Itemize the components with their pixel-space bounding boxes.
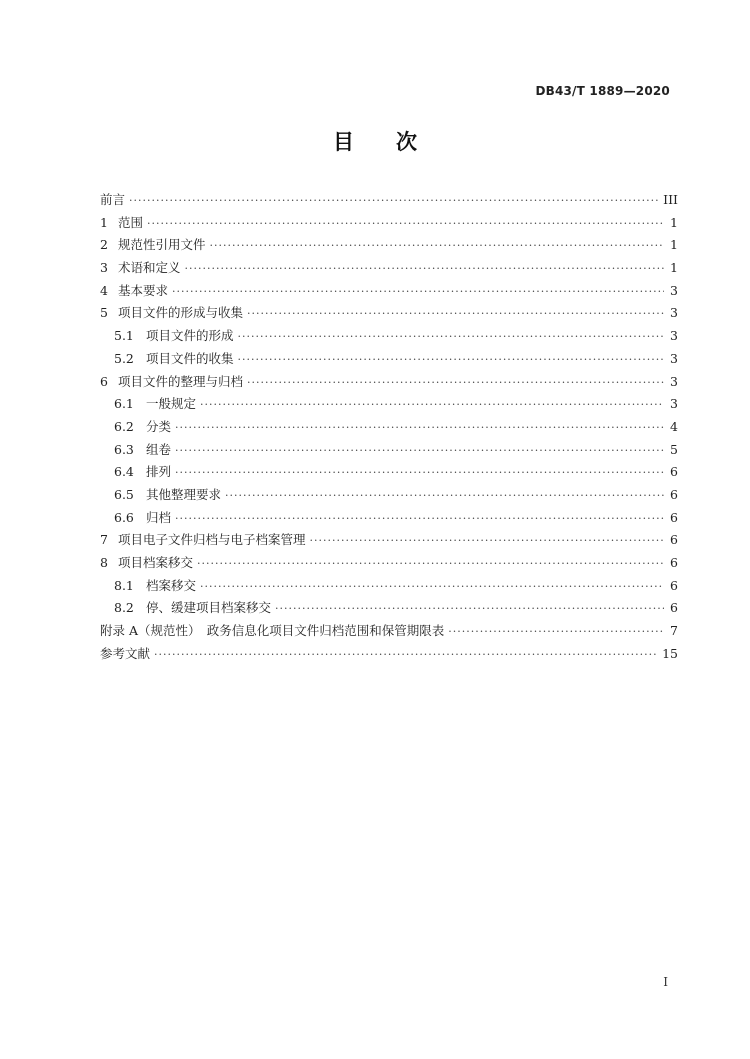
toc-entry-page: 7 — [670, 623, 678, 639]
toc-entry-number: 6.5 — [114, 486, 134, 502]
dot-leader — [200, 576, 664, 599]
toc-entry-page: 6 — [670, 555, 678, 570]
toc-entry-number: 8 — [100, 555, 108, 570]
toc-entry-number: 2 — [100, 237, 108, 253]
dot-leader — [172, 281, 664, 304]
toc-entry-page: 6 — [670, 600, 678, 616]
table-of-contents — [100, 189, 678, 665]
dot-leader — [247, 372, 664, 395]
dot-leader — [147, 213, 664, 236]
toc-entry-title: 术语和定义 — [118, 260, 181, 276]
dot-leader — [175, 417, 664, 440]
toc-entry-title: 分类 — [146, 418, 172, 434]
toc-entry-title: 项目文件的形成 — [146, 328, 234, 344]
toc-entry-number: 6.3 — [114, 441, 134, 457]
toc-entry-page: 6 — [670, 577, 678, 593]
toc-entry-title: 基本要求 — [118, 282, 169, 298]
dot-leader — [448, 621, 664, 644]
toc-entry-title: 项目文件的收集 — [146, 350, 234, 366]
dot-leader — [200, 394, 664, 417]
toc-entry-number: 6 — [100, 373, 108, 389]
dot-leader — [175, 462, 664, 485]
toc-entry-number: 6.4 — [114, 464, 134, 480]
toc-title: 目次 — [333, 130, 459, 154]
toc-entry-page: 3 — [670, 305, 678, 321]
toc-entry-title: 项目文件的整理与归档 — [118, 373, 244, 389]
dot-leader — [225, 485, 664, 508]
toc-entry-title: 项目电子文件归档与电子档案管理 — [118, 532, 306, 548]
toc-entry-page: 3 — [670, 282, 678, 298]
dot-leader — [210, 235, 664, 258]
toc-entry[interactable] — [100, 302, 678, 325]
toc-entry[interactable] — [100, 325, 678, 348]
dot-leader — [197, 553, 664, 576]
toc-entry[interactable] — [100, 189, 678, 212]
toc-entry-title: 停、缓建项目档案移交 — [146, 600, 272, 616]
dot-leader — [175, 508, 664, 531]
toc-entry[interactable] — [100, 575, 678, 598]
toc-entry-page: 6 — [670, 486, 678, 502]
dot-leader — [310, 530, 664, 553]
dot-leader — [238, 349, 664, 372]
toc-entry-page: 6 — [670, 464, 678, 480]
toc-entry-title: 一般规定 — [146, 396, 197, 412]
toc-entry-page: 3 — [670, 373, 678, 389]
toc-entry[interactable] — [100, 371, 678, 394]
toc-entry[interactable] — [100, 507, 678, 530]
toc-entry[interactable] — [100, 439, 678, 462]
toc-entry[interactable] — [100, 212, 678, 235]
toc-entry-page: 3 — [670, 350, 678, 366]
toc-entry-page: 6 — [670, 509, 678, 525]
toc-entry[interactable] — [100, 597, 678, 620]
toc-entry-title: 附录 A（规范性） 政务信息化项目文件归档范围和保管期限表 — [100, 623, 445, 639]
toc-entry-number: 5.2 — [114, 350, 134, 366]
dot-leader — [129, 190, 659, 213]
toc-entry[interactable] — [100, 280, 678, 303]
document-code: DB43/T 1889—2020 — [535, 84, 670, 98]
toc-entry-page: 6 — [670, 532, 678, 548]
toc-entry-page: 1 — [670, 260, 678, 276]
toc-entry-page: 5 — [670, 441, 678, 457]
toc-entry-number: 6.2 — [114, 418, 134, 434]
toc-entry[interactable] — [100, 348, 678, 371]
toc-entry-title: 排列 — [146, 464, 172, 480]
toc-entry[interactable] — [100, 393, 678, 416]
toc-entry-number: 5 — [100, 305, 108, 321]
toc-entry-number: 6.1 — [114, 396, 134, 412]
toc-entry[interactable] — [100, 461, 678, 484]
toc-entry-title: 前言 — [100, 192, 126, 207]
dot-leader — [247, 303, 664, 326]
toc-entry-page: 4 — [670, 418, 678, 434]
toc-entry[interactable] — [100, 257, 678, 280]
toc-entry-page: 1 — [670, 214, 678, 230]
toc-entry-number: 7 — [100, 532, 108, 548]
toc-entry-page: 15 — [662, 645, 678, 661]
toc-entry-title: 规范性引用文件 — [118, 237, 206, 253]
dot-leader — [185, 258, 664, 281]
toc-entry[interactable] — [100, 484, 678, 507]
toc-entry-title: 参考文献 — [100, 645, 151, 661]
toc-entry-number: 1 — [100, 214, 108, 230]
toc-entry-number: 3 — [100, 260, 108, 276]
toc-entry[interactable] — [100, 234, 678, 257]
toc-entry-page: 3 — [670, 396, 678, 412]
toc-entry-title: 项目档案移交 — [118, 555, 194, 570]
toc-entry-number: 5.1 — [114, 328, 134, 344]
toc-entry-title: 档案移交 — [146, 577, 197, 593]
toc-entry[interactable] — [100, 620, 678, 643]
toc-entry-title: 其他整理要求 — [146, 486, 222, 502]
toc-entry[interactable] — [100, 643, 678, 666]
dot-leader — [154, 644, 658, 667]
toc-entry-number: 8.2 — [114, 600, 134, 616]
toc-entry-number: 8.1 — [114, 577, 134, 593]
dot-leader — [238, 326, 664, 349]
toc-entry-number: 6.6 — [114, 509, 134, 525]
toc-entry-page: III — [663, 192, 678, 207]
toc-entry[interactable] — [100, 416, 678, 439]
page-number: I — [663, 975, 668, 989]
toc-entry-title: 范围 — [118, 214, 144, 230]
dot-leader — [275, 598, 664, 621]
toc-entry-page: 1 — [670, 237, 678, 253]
toc-entry-title: 组卷 — [146, 441, 172, 457]
toc-entry[interactable] — [100, 529, 678, 552]
toc-entry-page: 3 — [670, 328, 678, 344]
toc-entry-number: 4 — [100, 282, 108, 298]
toc-entry-title: 项目文件的形成与收集 — [118, 305, 244, 321]
toc-entry-title: 归档 — [146, 509, 172, 525]
toc-entry[interactable] — [100, 552, 678, 575]
dot-leader — [175, 440, 664, 463]
